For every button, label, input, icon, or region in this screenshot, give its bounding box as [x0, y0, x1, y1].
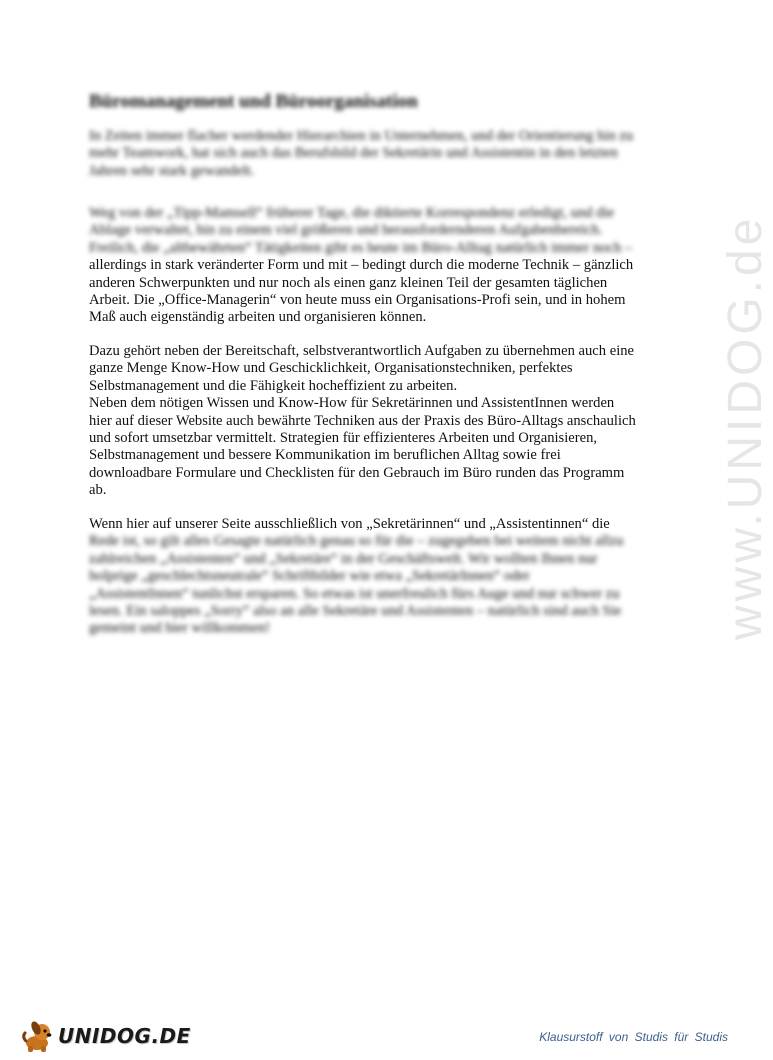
text-line: Selbstmanagement und bessere Kommunikation im beruflichen Alltag sowie frei [89, 447, 561, 464]
text-line: Neben dem nötigen Wissen und Know-How für Sekretärinnen und AssistentInnen werden [89, 395, 615, 412]
paragraph-2 [89, 205, 667, 327]
paragraph-3 [89, 343, 667, 500]
text-line: lesen. Ein saloppes „Sorry“ also an alle Sekretäre und Assistenten – natürlich sind auch Sie [89, 603, 622, 620]
paragraph-1 [89, 128, 667, 180]
text-line: Ablage verwaltet, hin zu einem viel größeren und herausfordernderen Aufgabenbereich. [89, 222, 603, 239]
paragraph-4 [89, 516, 667, 638]
text-line: downloadbare Formulare und Checklisten für den Gebrauch im Büro runden das Programm [89, 464, 625, 481]
document-title: Büromanagement und Büroorganisation [89, 91, 418, 112]
text-line: Selbstmanagement und die Fähigkeit hocheffizient zu arbeiten. [89, 377, 458, 394]
text-line: Arbeit. Die „Office-Managerin“ von heute muss ein Organisations-Profi sein, und in hohem [89, 292, 626, 309]
text-line: mehr Teamwork, hat sich auch das Berufsbild der Sekretärin und Assistentin in den letzten [89, 145, 618, 162]
unidog-logo[interactable] [22, 1018, 191, 1054]
text-line: anderen Schwerpunkten und nur noch als einen ganz kleinen Teil der gesamten täglichen [89, 274, 608, 291]
text-line: Wenn hier auf unserer Seite ausschließlich von „Sekretärinnen“ und „Assistentinnen“ die [89, 516, 610, 532]
text-line: gemeint und hier willkommen! [89, 620, 271, 637]
text-line: ab. [89, 482, 107, 499]
text-line: Rede ist, so gilt alles Gesagte natürlich genau so für die – zugegeben bei weitem nicht allzu [89, 533, 624, 550]
text-line: ganze Menge Know-How und Geschicklichkeit, Organisationstechniken, perfektes [89, 360, 573, 377]
text-line: allerdings in stark veränderter Form und mit – bedingt durch die moderne Technik – gänzlich [89, 257, 634, 274]
text-line: zahlreichen „Assistenten“ und „Sekretäre“ in der Geschäftswelt. Wir wollten Ihnen nur [89, 550, 598, 567]
logo-text: UNIDOG.DE [58, 1024, 191, 1048]
text-line: Maß auch eigenständig arbeiten und organisieren können. [89, 309, 427, 326]
dog-icon [22, 1019, 56, 1053]
text-line: In Zeiten immer flacher werdender Hierarchien in Unternehmen, und der Orientierung hin zu [89, 128, 634, 144]
text-line: „AssistentInnen“ tunlichst ersparen. So etwas ist unerfreulich fürs Auge und nur schwer zu [89, 585, 620, 602]
text-line: Weg von der „Tipp-Mamsell“ früherer Tage, die diktierte Korrespondenz erledigt, und die [89, 205, 615, 221]
text-line: und sofort umsetzbar vermittelt. Strategien für effizienteres Arbeiten und Organisieren, [89, 430, 598, 447]
text-line: Dazu gehört neben der Bereitschaft, selbstverantwortlich Aufgaben zu übernehmen auch eine [89, 343, 635, 359]
footer-slogan: Klausurstoff von Studis für Studis [539, 1030, 728, 1044]
watermark: www.UNIDOG.de [719, 214, 772, 640]
text-line: holprige „geschlechtsneutrale“ Schriftbilder wie etwa „SekretärInnen“ oder [89, 568, 530, 585]
text-line: Jahren sehr stark gewandelt. [89, 162, 255, 179]
text-line: Freilich, die „altbewährten“ Tätigkeiten gibt es heute im Büro-Alltag natürlich immer noch – [89, 239, 633, 256]
text-line: hier auf dieser Website auch bewährte Techniken aus der Praxis des Büro-Alltags anschaulich [89, 412, 636, 429]
